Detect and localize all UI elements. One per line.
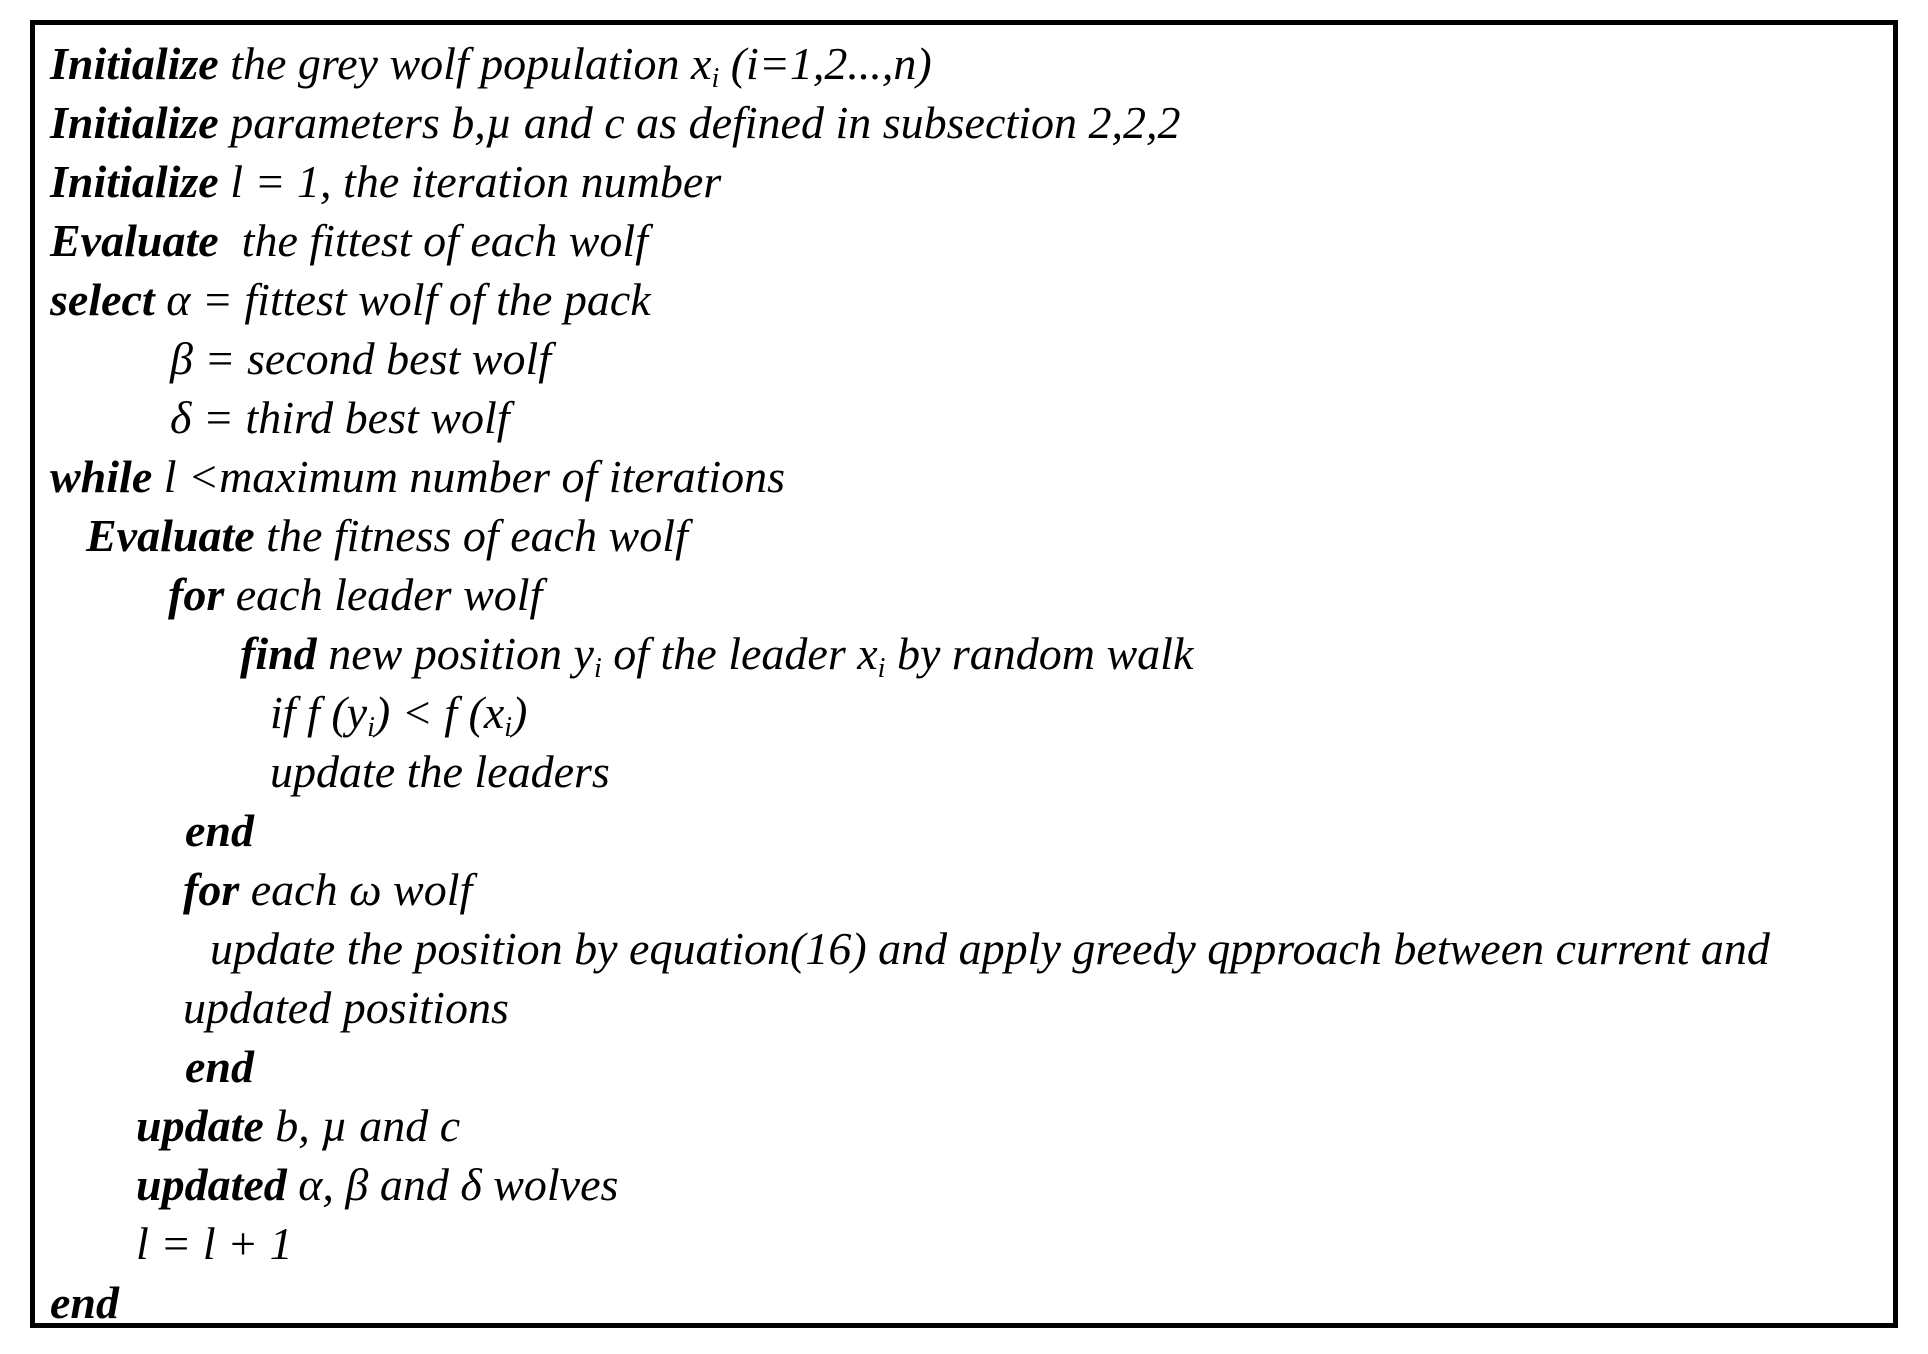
algo-line-7 (170, 389, 510, 447)
line-text: α = fittest wolf of the pack (154, 274, 651, 325)
line-text-after: (i=1,2...,n) (719, 38, 932, 89)
line-text: each leader wolf (224, 569, 543, 620)
subscript: i (504, 712, 513, 743)
line-text-after: ) (512, 687, 528, 738)
line-text: β = second best wolf (170, 333, 552, 384)
keyword: Evaluate (86, 510, 255, 561)
keyword: while (50, 451, 153, 502)
keyword: select (50, 274, 155, 325)
line-text: each ω wolf (239, 864, 473, 915)
line-text: update the position by equation(16) and apply greedy qpproach between current and (210, 923, 1770, 974)
line-text-after: by random walk (885, 628, 1194, 679)
line-text: update the leaders (270, 746, 610, 797)
line-text: the fittest of each wolf (218, 215, 648, 266)
keyword: Initialize (50, 156, 219, 207)
line-text-mid: of the leader x (601, 628, 878, 679)
line-text: δ = third best wolf (170, 392, 510, 443)
algo-line-4 (50, 212, 648, 270)
keyword: Initialize (50, 38, 219, 89)
line-text: parameters b,µ and c as defined in subsection 2,2,2 (218, 97, 1181, 148)
algo-line-17 (183, 979, 509, 1037)
keyword: find (240, 628, 317, 679)
algo-line-1 (50, 35, 932, 93)
algo-line-5 (50, 271, 651, 329)
subscript: i (367, 712, 375, 743)
algo-line-10 (168, 566, 542, 624)
algo-line-16 (210, 920, 1770, 978)
algo-line-18 (185, 1038, 254, 1096)
algo-line-13 (270, 743, 610, 801)
keyword: update (136, 1100, 264, 1151)
algo-line-11 (240, 625, 1193, 683)
subscript: i (711, 63, 720, 94)
keyword: Evaluate (50, 215, 219, 266)
keyword: end (50, 1277, 119, 1328)
algo-line-2 (50, 94, 1180, 152)
subscript: i (593, 653, 602, 684)
algo-line-15 (183, 861, 472, 919)
keyword: for (168, 569, 225, 620)
algo-line-22 (50, 1274, 119, 1332)
line-text: the fitness of each wolf (254, 510, 688, 561)
line-text-mid: ) < f (x (374, 687, 505, 738)
algo-line-3 (50, 153, 721, 211)
keyword: Initialize (50, 97, 219, 148)
line-text: l = l + 1 (136, 1218, 293, 1269)
algo-line-21 (136, 1215, 293, 1273)
keyword: updated (136, 1159, 287, 1210)
subscript: i (877, 653, 886, 684)
line-text: l <maximum number of iterations (152, 451, 786, 502)
algo-line-8 (50, 448, 785, 506)
algo-line-12 (270, 684, 527, 742)
keyword: end (185, 1041, 254, 1092)
algo-line-20 (136, 1156, 618, 1214)
line-text: new position y (316, 628, 594, 679)
algo-line-9 (86, 507, 688, 565)
line-text: α, β and δ wolves (286, 1159, 619, 1210)
line-text: updated positions (183, 982, 509, 1033)
algo-line-19 (136, 1097, 460, 1155)
line-text: l = 1, the iteration number (218, 156, 722, 207)
algo-line-6 (170, 330, 551, 388)
keyword: for (183, 864, 240, 915)
keyword: end (185, 805, 254, 856)
line-text: if f (y (270, 687, 368, 738)
line-text: the grey wolf population x (218, 38, 712, 89)
line-text: b, µ and c (263, 1100, 461, 1151)
algo-line-14 (185, 802, 254, 860)
